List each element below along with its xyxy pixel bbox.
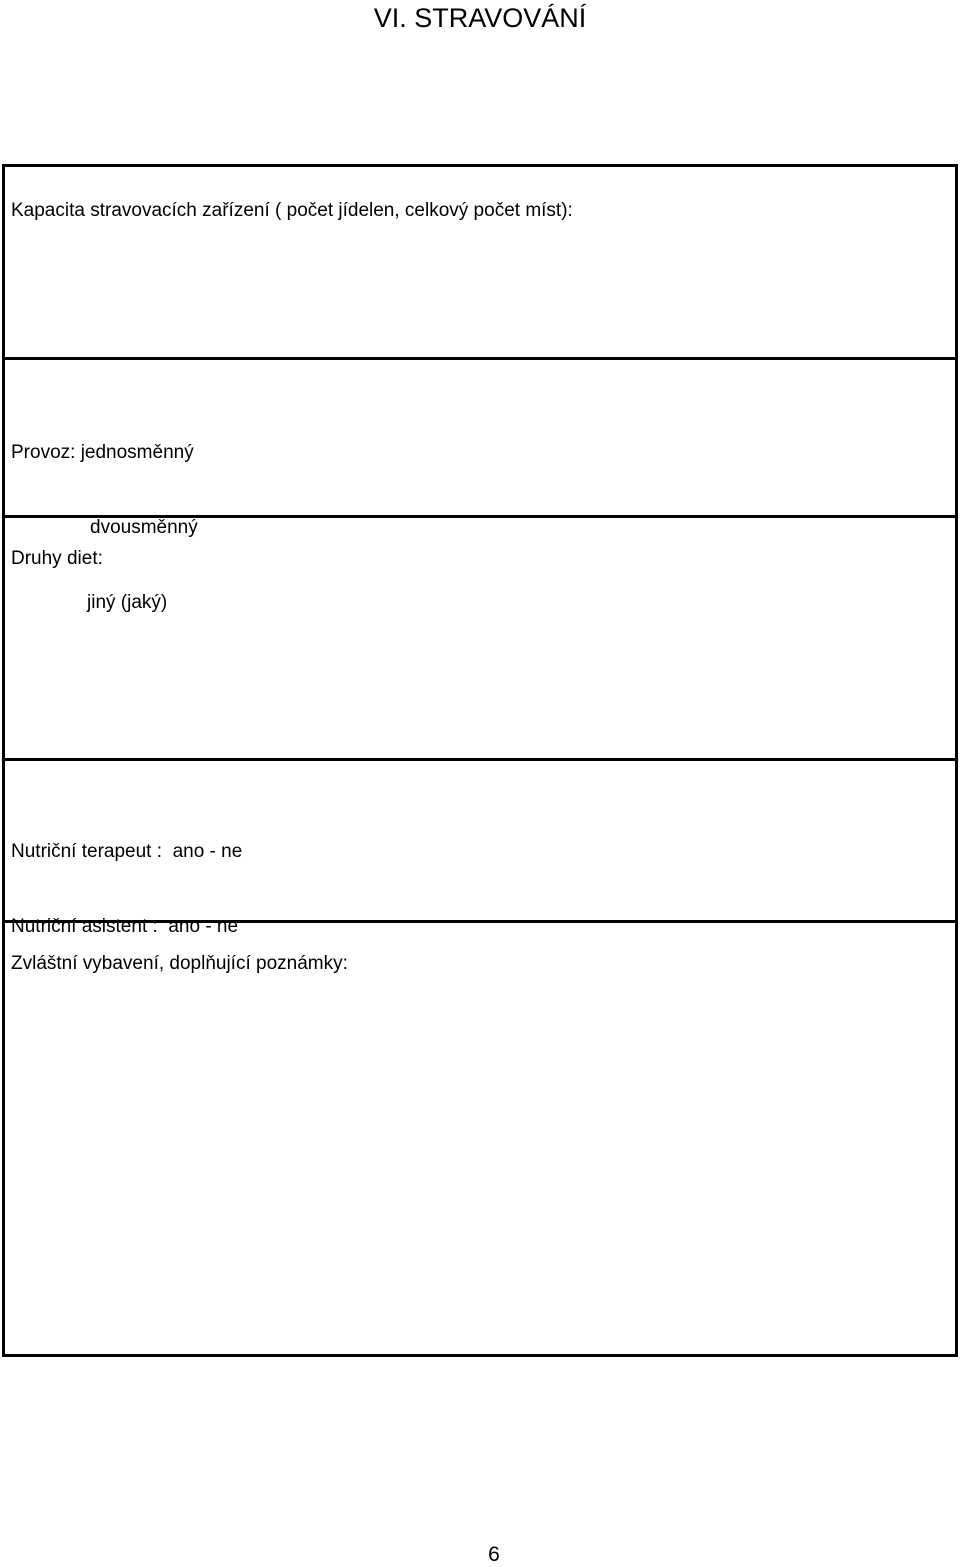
diet-types-row [5,515,955,758]
nutrition-staff-row [5,758,955,937]
page-title: VI. STRAVOVÁNÍ [373,3,587,33]
notes-row [5,920,955,1354]
capacity-row [5,167,955,357]
notes-label: Zvláštní vybavení, doplňující poznámky: [11,953,348,974]
nutrition-therapist-line: Nutriční terapeut : ano - ne [11,841,243,862]
diet-types-label: Druhy diet: [11,548,103,569]
operation-option-other: jiný (jaký) [87,592,168,613]
operation-option-two-shift: dvousměnný [90,517,198,538]
capacity-label: Kapacita stravovacích zařízení ( počet jídelen, celkový počet míst): [11,200,573,221]
nutrition-assistant-line: Nutriční asistent : ano - ne [11,916,239,937]
operation-label: Provoz: jednosměnný [11,442,194,463]
catering-form-table [2,164,958,1357]
page-number: 6 [488,1543,500,1566]
